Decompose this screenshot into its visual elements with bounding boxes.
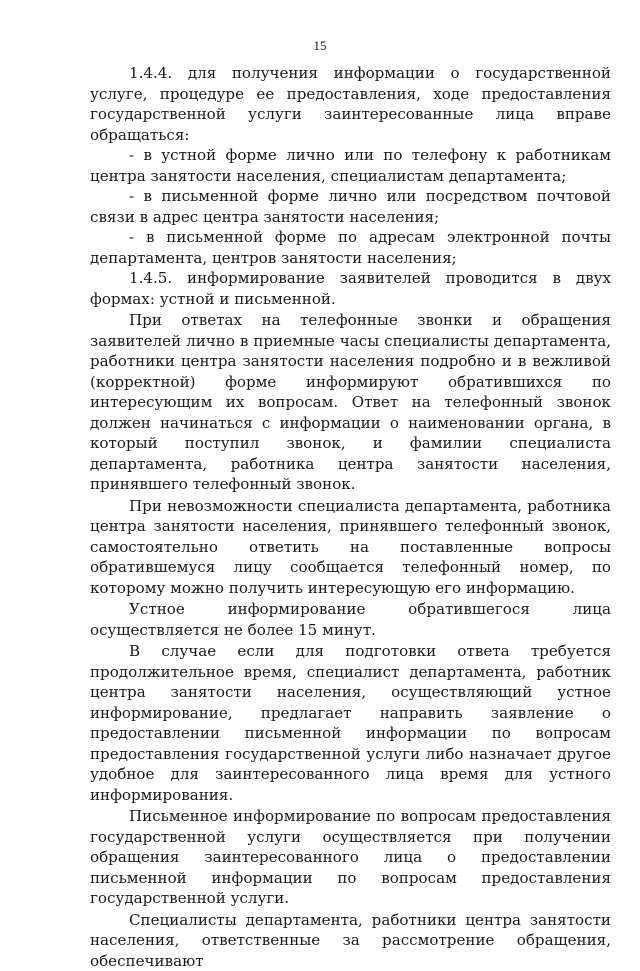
list-item-written-form: - в письменной форме лично или посредством почтовой связи в адрес центра занятости населения; [90, 186, 611, 227]
page-number: 15 [0, 38, 640, 54]
paragraph-responsible-specialists: Специалисты департамента, работники центра занятости населения, ответственные за рассмотрение обращения, обеспечивают [90, 910, 611, 971]
document-body [90, 63, 611, 971]
list-item-email-form: - в письменной форме по адресам электронной почты департамента, центров занятости населения; [90, 227, 611, 268]
list-item-oral-form: - в устной форме лично или по телефону к работникам центра занятости населения, специалистам департамента; [90, 145, 611, 186]
paragraph-1-4-5: 1.4.5. информирование заявителей проводится в двух формах: устной и письменной. [90, 268, 611, 309]
paragraph-1-4-4: 1.4.4. для получения информации о государственной услуге, процедуре ее предоставления, ходе предоставления государственной услуги заинтересованные лица вправе обращаться: [90, 63, 611, 145]
paragraph-written-informing: Письменное информирование по вопросам предоставления государственной услуги осуществляется при получении обращения заинтересованного лица о предоставлении письменной информации по вопросам предоставления государственной услуги. [90, 806, 611, 909]
paragraph-phone-calls: При ответах на телефонные звонки и обращения заявителей лично в приемные часы специалисты департамента, работники центра занятости населения подробно и в вежливой (корректной) форме информируют обратившихся по интересующим их вопросам. Ответ на телефонный звонок должен начинаться с информации о наименовании органа, в который поступил звонок, и фамилии специалиста департамента, работника центра занятости населения, принявшего телефонный звонок. [90, 310, 611, 495]
paragraph-long-preparation: В случае если для подготовки ответа требуется продолжительное время, специалист департамента, работник центра занятости населения, осуществляющий устное информирование, предлагает направить заявление о предоставлении письменной информации по вопросам предоставления государственной услуги либо назначает другое удобное для заинтересованного лица время для устного информирования. [90, 641, 611, 805]
paragraph-oral-duration: Устное информирование обратившегося лица осуществляется не более 15 минут. [90, 599, 611, 640]
paragraph-inability-to-answer: При невозможности специалиста департамента, работника центра занятости населения, принявшего телефонный звонок, самостоятельно ответить на поставленные вопросы обратившемуся лицу сообщается телефонный номер, по которому можно получить интересующую его информацию. [90, 496, 611, 599]
